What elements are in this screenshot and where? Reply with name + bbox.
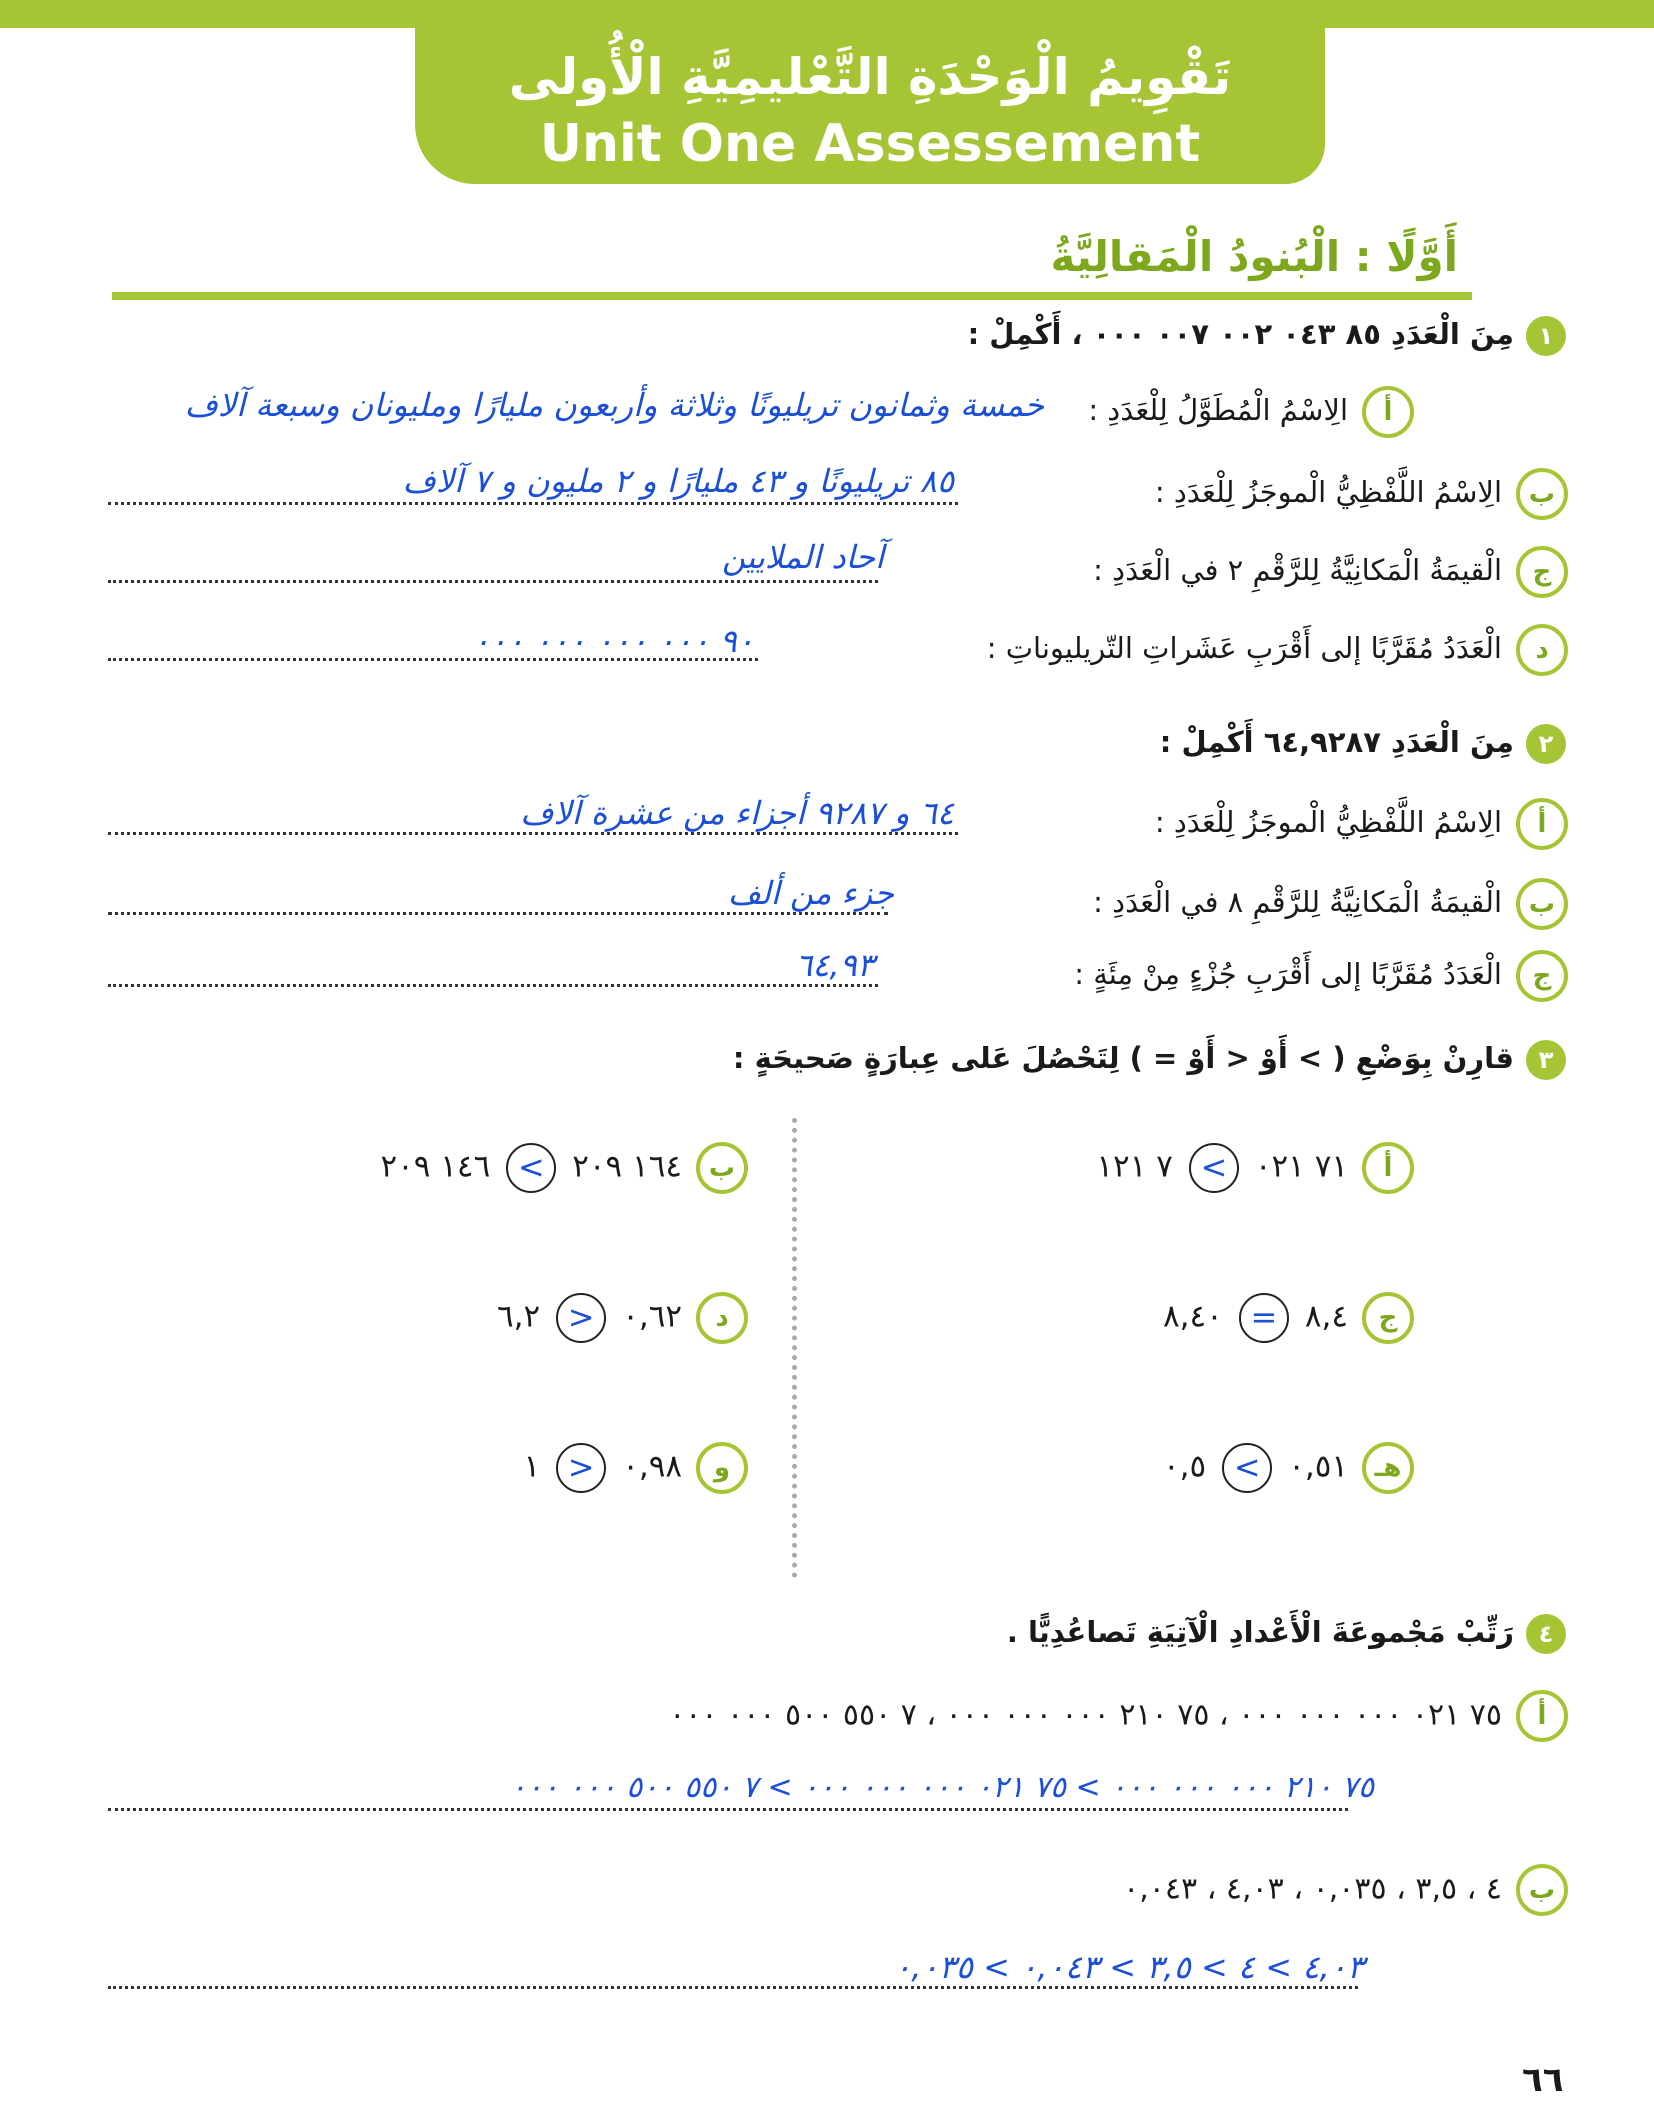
- q2-answer-c[interactable]: ٦٤,٩٣: [795, 946, 874, 984]
- q2-item-c: [1074, 950, 1568, 1002]
- item-letter: أ: [1362, 1142, 1414, 1194]
- question-number: ٢: [1526, 724, 1566, 764]
- item-letter: و: [696, 1442, 748, 1494]
- question-prompt: مِنَ الْعَدَدِ ٨٥ ٠٤٣ ٠٠٢ ٠٠٧ ٠٠٠ ، أَكْمِلْ :: [967, 317, 1514, 351]
- question-number: ٤: [1526, 1614, 1566, 1654]
- q3-item-e: [1163, 1442, 1414, 1494]
- item-label: الْقيمَةُ الْمَكانِيَّةُ لِلرَّقْمِ ٨ في الْعَدَدِ :: [1093, 885, 1502, 919]
- q1-answer-b[interactable]: ٨٥ تريليونًا و ٤٣ مليارًا و ٢ مليون و ٧ آلاف: [402, 462, 954, 500]
- question-4: [1007, 1614, 1566, 1654]
- q1-answer-d[interactable]: ٩٠ ٠٠٠ ٠٠٠ ٠٠٠ ٠٠٠: [472, 622, 754, 660]
- q3-item-c: [1163, 1292, 1414, 1344]
- q3-item-b: [380, 1142, 748, 1194]
- right-number: ٠,٥: [1163, 1448, 1207, 1485]
- item-letter: أ: [1516, 1690, 1568, 1742]
- answer-line: [108, 832, 958, 835]
- comparison-circle[interactable]: =: [1239, 1293, 1289, 1343]
- right-number: ٨,٤٠: [1163, 1298, 1223, 1335]
- title-english: Unit One Assessement: [539, 114, 1201, 174]
- comparison-circle[interactable]: >: [556, 1293, 606, 1343]
- question-prompt: مِنَ الْعَدَدِ ٦٤,٩٢٨٧ أَكْمِلْ :: [1159, 725, 1514, 759]
- title-banner: [415, 8, 1325, 184]
- number-set: ٤ ، ٣,٥ ، ٠,٠٣٥ ، ٤,٠٣ ، ٠,٠٤٣: [1123, 1871, 1502, 1907]
- item-letter: ب: [696, 1142, 748, 1194]
- item-label: الْقيمَةُ الْمَكانِيَّةُ لِلرَّقْمِ ٢ في الْعَدَدِ :: [1093, 553, 1502, 587]
- q2-answer-a[interactable]: ٦٤ و ٩٢٨٧ أجزاء من عشرة آلاف: [520, 794, 954, 832]
- question-1: [968, 316, 1566, 356]
- item-letter: أ: [1516, 798, 1568, 850]
- question-prompt: قارِنْ بِوَضْعِ ( > أَوْ < أَوْ = ) لِتَحْصُلَ عَلى عِبارَةٍ صَحيحَةٍ :: [732, 1041, 1514, 1075]
- q1-item-a: [1088, 386, 1414, 438]
- item-label: الِاسْمُ اللَّفْظِيُّ الْموجَزُ لِلْعَدَدِ :: [1154, 475, 1502, 509]
- answer-line: [108, 912, 888, 915]
- item-letter: ب: [1516, 468, 1568, 520]
- q1-answer-a[interactable]: خمسة وثمانون تريليونًا وثلاثة وأربعون مليارًا ومليونان وسبعة آلاف: [184, 386, 1044, 424]
- item-letter: ج: [1516, 950, 1568, 1002]
- item-label: الِاسْمُ اللَّفْظِيُّ الْموجَزُ لِلْعَدَدِ :: [1154, 805, 1502, 839]
- item-label: الِاسْمُ الْمُطَوَّلُ لِلْعَدَدِ :: [1088, 393, 1348, 427]
- left-number: ٠,٩٨: [622, 1448, 682, 1485]
- question-number: ٣: [1526, 1040, 1566, 1080]
- q1-item-c: [1093, 546, 1568, 598]
- item-label: الْعَدَدُ مُقَرَّبًا إلى أَقْرَبِ عَشَراتِ التّريليوناتِ :: [986, 631, 1502, 665]
- title-arabic: تَقْوِيمُ الْوَحْدَةِ التَّعْليمِيَّةِ الْأُولى: [508, 48, 1232, 106]
- question-number: ١: [1526, 316, 1566, 356]
- q4-answer-b[interactable]: ٤,٠٣ > ٤ > ٣,٥ > ٠,٠٤٣ > ٠,٠٣٥: [894, 1948, 1364, 1986]
- left-number: ٧١ ٠٢١: [1254, 1148, 1348, 1185]
- question-3: [733, 1040, 1566, 1080]
- q3-item-d: [497, 1292, 748, 1344]
- item-letter: ج: [1362, 1292, 1414, 1344]
- comparison-circle[interactable]: <: [1222, 1443, 1272, 1493]
- q2-answer-b[interactable]: جزء من ألف: [727, 874, 894, 912]
- item-letter: ب: [1516, 878, 1568, 930]
- answer-line: [108, 1986, 1358, 1989]
- left-number: ١٦٤ ٢٠٩: [572, 1148, 682, 1185]
- q1-answer-c[interactable]: آحاد الملايين: [722, 538, 884, 576]
- question-2: [1160, 724, 1566, 764]
- q2-item-b: [1093, 878, 1568, 930]
- question-prompt: رَتِّبْ مَجْموعَةَ الْأَعْدادِ الْآتِيَةِ تَصاعُدِيًّا .: [1006, 1615, 1514, 1649]
- item-letter: ج: [1516, 546, 1568, 598]
- q4-answer-a[interactable]: ٧٥ ٢١٠ ٠٠٠ ٠٠٠ ٠٠٠ > ٧٥ ٠٢١ ٠٠٠ ٠٠٠ ٠٠٠ > ٧ ٥٥٠ ٥٠٠ ٠٠٠ ٠٠٠: [510, 1770, 1374, 1805]
- item-letter: أ: [1362, 386, 1414, 438]
- item-letter: ب: [1516, 1864, 1568, 1916]
- page-number: ٦٦: [1522, 2060, 1564, 2100]
- q1-item-d: [987, 624, 1568, 676]
- number-set: ٧٥ ٠٢١ ٠٠٠ ٠٠٠ ٠٠٠ ، ٧٥ ٢١٠ ٠٠٠ ٠٠٠ ٠٠٠ ، ٧ ٥٥٠ ٥٠٠ ٠٠٠ ٠٠٠: [669, 1697, 1502, 1733]
- answer-line: [108, 580, 878, 583]
- right-number: ١: [523, 1448, 541, 1485]
- left-number: ٠,٦٢: [622, 1298, 682, 1335]
- left-number: ٠,٥١: [1288, 1448, 1348, 1485]
- q3-item-f: [524, 1442, 748, 1494]
- left-number: ٨,٤: [1304, 1298, 1348, 1335]
- comparison-circle[interactable]: <: [1189, 1143, 1239, 1193]
- item-letter: هـ: [1362, 1442, 1414, 1494]
- section-title: أَوَّلًا : الْبُنودُ الْمَقالِيَّةُ: [1050, 232, 1458, 281]
- answer-line: [108, 502, 958, 505]
- answer-line: [108, 1808, 1348, 1811]
- comparison-circle[interactable]: >: [556, 1443, 606, 1493]
- section-divider: [112, 292, 1472, 300]
- column-divider: [792, 1118, 797, 1578]
- comparison-circle[interactable]: <: [506, 1143, 556, 1193]
- right-number: ٧ ١٢١: [1096, 1148, 1173, 1185]
- q3-item-a: [1096, 1142, 1414, 1194]
- q2-item-a: [1155, 798, 1568, 850]
- q4-item-a: [669, 1690, 1568, 1742]
- item-letter: د: [1516, 624, 1568, 676]
- right-number: ٦,٢: [497, 1298, 541, 1335]
- item-letter: د: [696, 1292, 748, 1344]
- right-number: ١٤٦ ٢٠٩: [380, 1148, 491, 1185]
- q1-item-b: [1155, 468, 1568, 520]
- q4-item-b: [1123, 1864, 1568, 1916]
- item-label: الْعَدَدُ مُقَرَّبًا إلى أَقْرَبِ جُزْءٍ مِنْ مِئَةٍ :: [1074, 957, 1502, 991]
- answer-line: [108, 984, 878, 987]
